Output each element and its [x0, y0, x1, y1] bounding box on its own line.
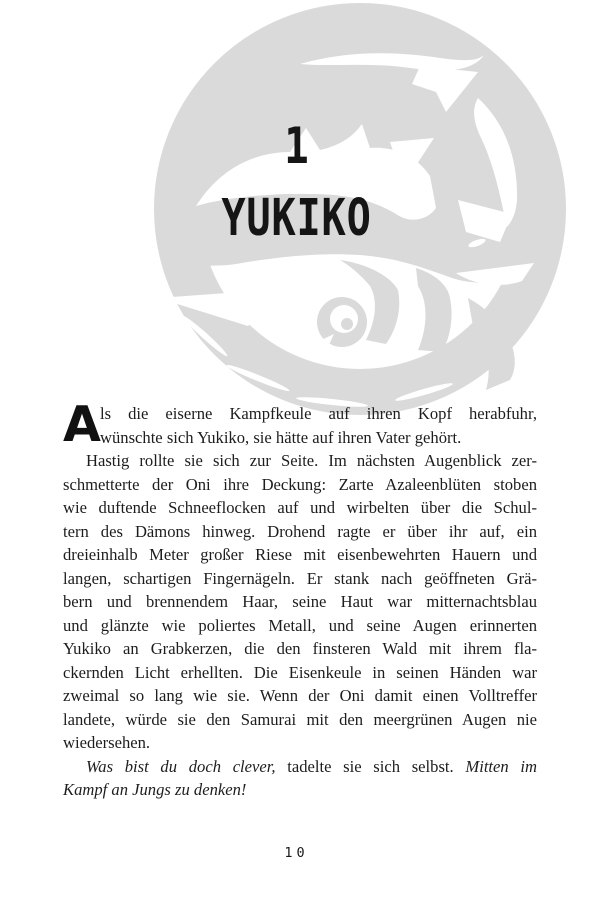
swirl-opening [296, 334, 334, 360]
paragraph [63, 396, 537, 453]
text-segment: langen, schartigen Fingernägeln. Er stank nach geöffneten Grä- [63, 568, 537, 588]
text-line [63, 661, 537, 685]
italic-text-segment: Mitten im [465, 756, 538, 776]
text-line [63, 708, 537, 732]
text-line [63, 755, 537, 779]
text-line [63, 402, 537, 426]
text-segment: dreieinhalb Meter großer Riese mit eisenbewehrten Hauern und [63, 545, 537, 564]
text-segment: und glänzte wie poliertes Metall, und seine Augen erinnerten [63, 615, 537, 635]
chapter-title: YUKIKO [221, 189, 372, 248]
text-segment: bern und brennendem Haar, seine Haut war mitternachtsblau [63, 592, 537, 611]
text-line [63, 614, 537, 638]
text-segment: tern des Dämons hinweg. Drohend ragte er über ihr auf, ein [63, 521, 537, 541]
text-line [63, 637, 537, 661]
fox-front-leg [416, 268, 452, 352]
body-text [63, 396, 538, 802]
text-segment: Yukiko an Grabkerzen, die den finsteren Wald mit ihrem fla- [63, 639, 537, 658]
text-line [63, 473, 537, 497]
text-segment: ckernden Licht erhellten. Die Eisenkeule in seinen Händen war [63, 662, 537, 682]
text-segment: wie duftende Schneeflocken auf und wirbelten über die Schul- [63, 498, 537, 517]
page-number: 10 [284, 845, 309, 861]
text-line [63, 426, 537, 450]
italic-text-segment: Kampf an Jungs zu denken! [63, 780, 247, 799]
text-segment: wünschte sich Yukiko, sie hätte auf ihren Vater gehört. [100, 427, 462, 447]
text-line [63, 543, 537, 567]
text-segment: zweimal so lang wie sie. Wenn der Oni damit einen Volltreffer [63, 686, 537, 705]
chapter-number: 1 [284, 117, 309, 175]
text-line [63, 590, 537, 614]
text-line [63, 520, 537, 544]
text-segment: tadelte sie sich selbst. [275, 756, 466, 776]
text-segment: wiedersehen. [63, 733, 151, 752]
text-line [63, 449, 537, 473]
text-line [63, 567, 537, 591]
text-line [63, 684, 537, 708]
text-segment: landete, würde sie den Samurai mit den meergrünen Augen nie [63, 709, 537, 729]
text-segment: schmetterte der Oni ihre Deckung: Zarte Azaleenblüten stoben [63, 474, 537, 494]
paragraph [63, 449, 537, 755]
text-segment: Hastig rollte sie sich zur Seite. Im nächsten Augenblick zer- [86, 451, 537, 470]
text-line [63, 496, 537, 520]
paragraph [63, 755, 537, 802]
italic-text-segment: Was bist du doch clever, [86, 756, 276, 776]
text-segment: ls die eiserne Kampfkeule auf ihren Kopf herabfuhr, [100, 404, 537, 423]
drop-cap: A [63, 396, 101, 453]
swirl-core [341, 318, 353, 330]
